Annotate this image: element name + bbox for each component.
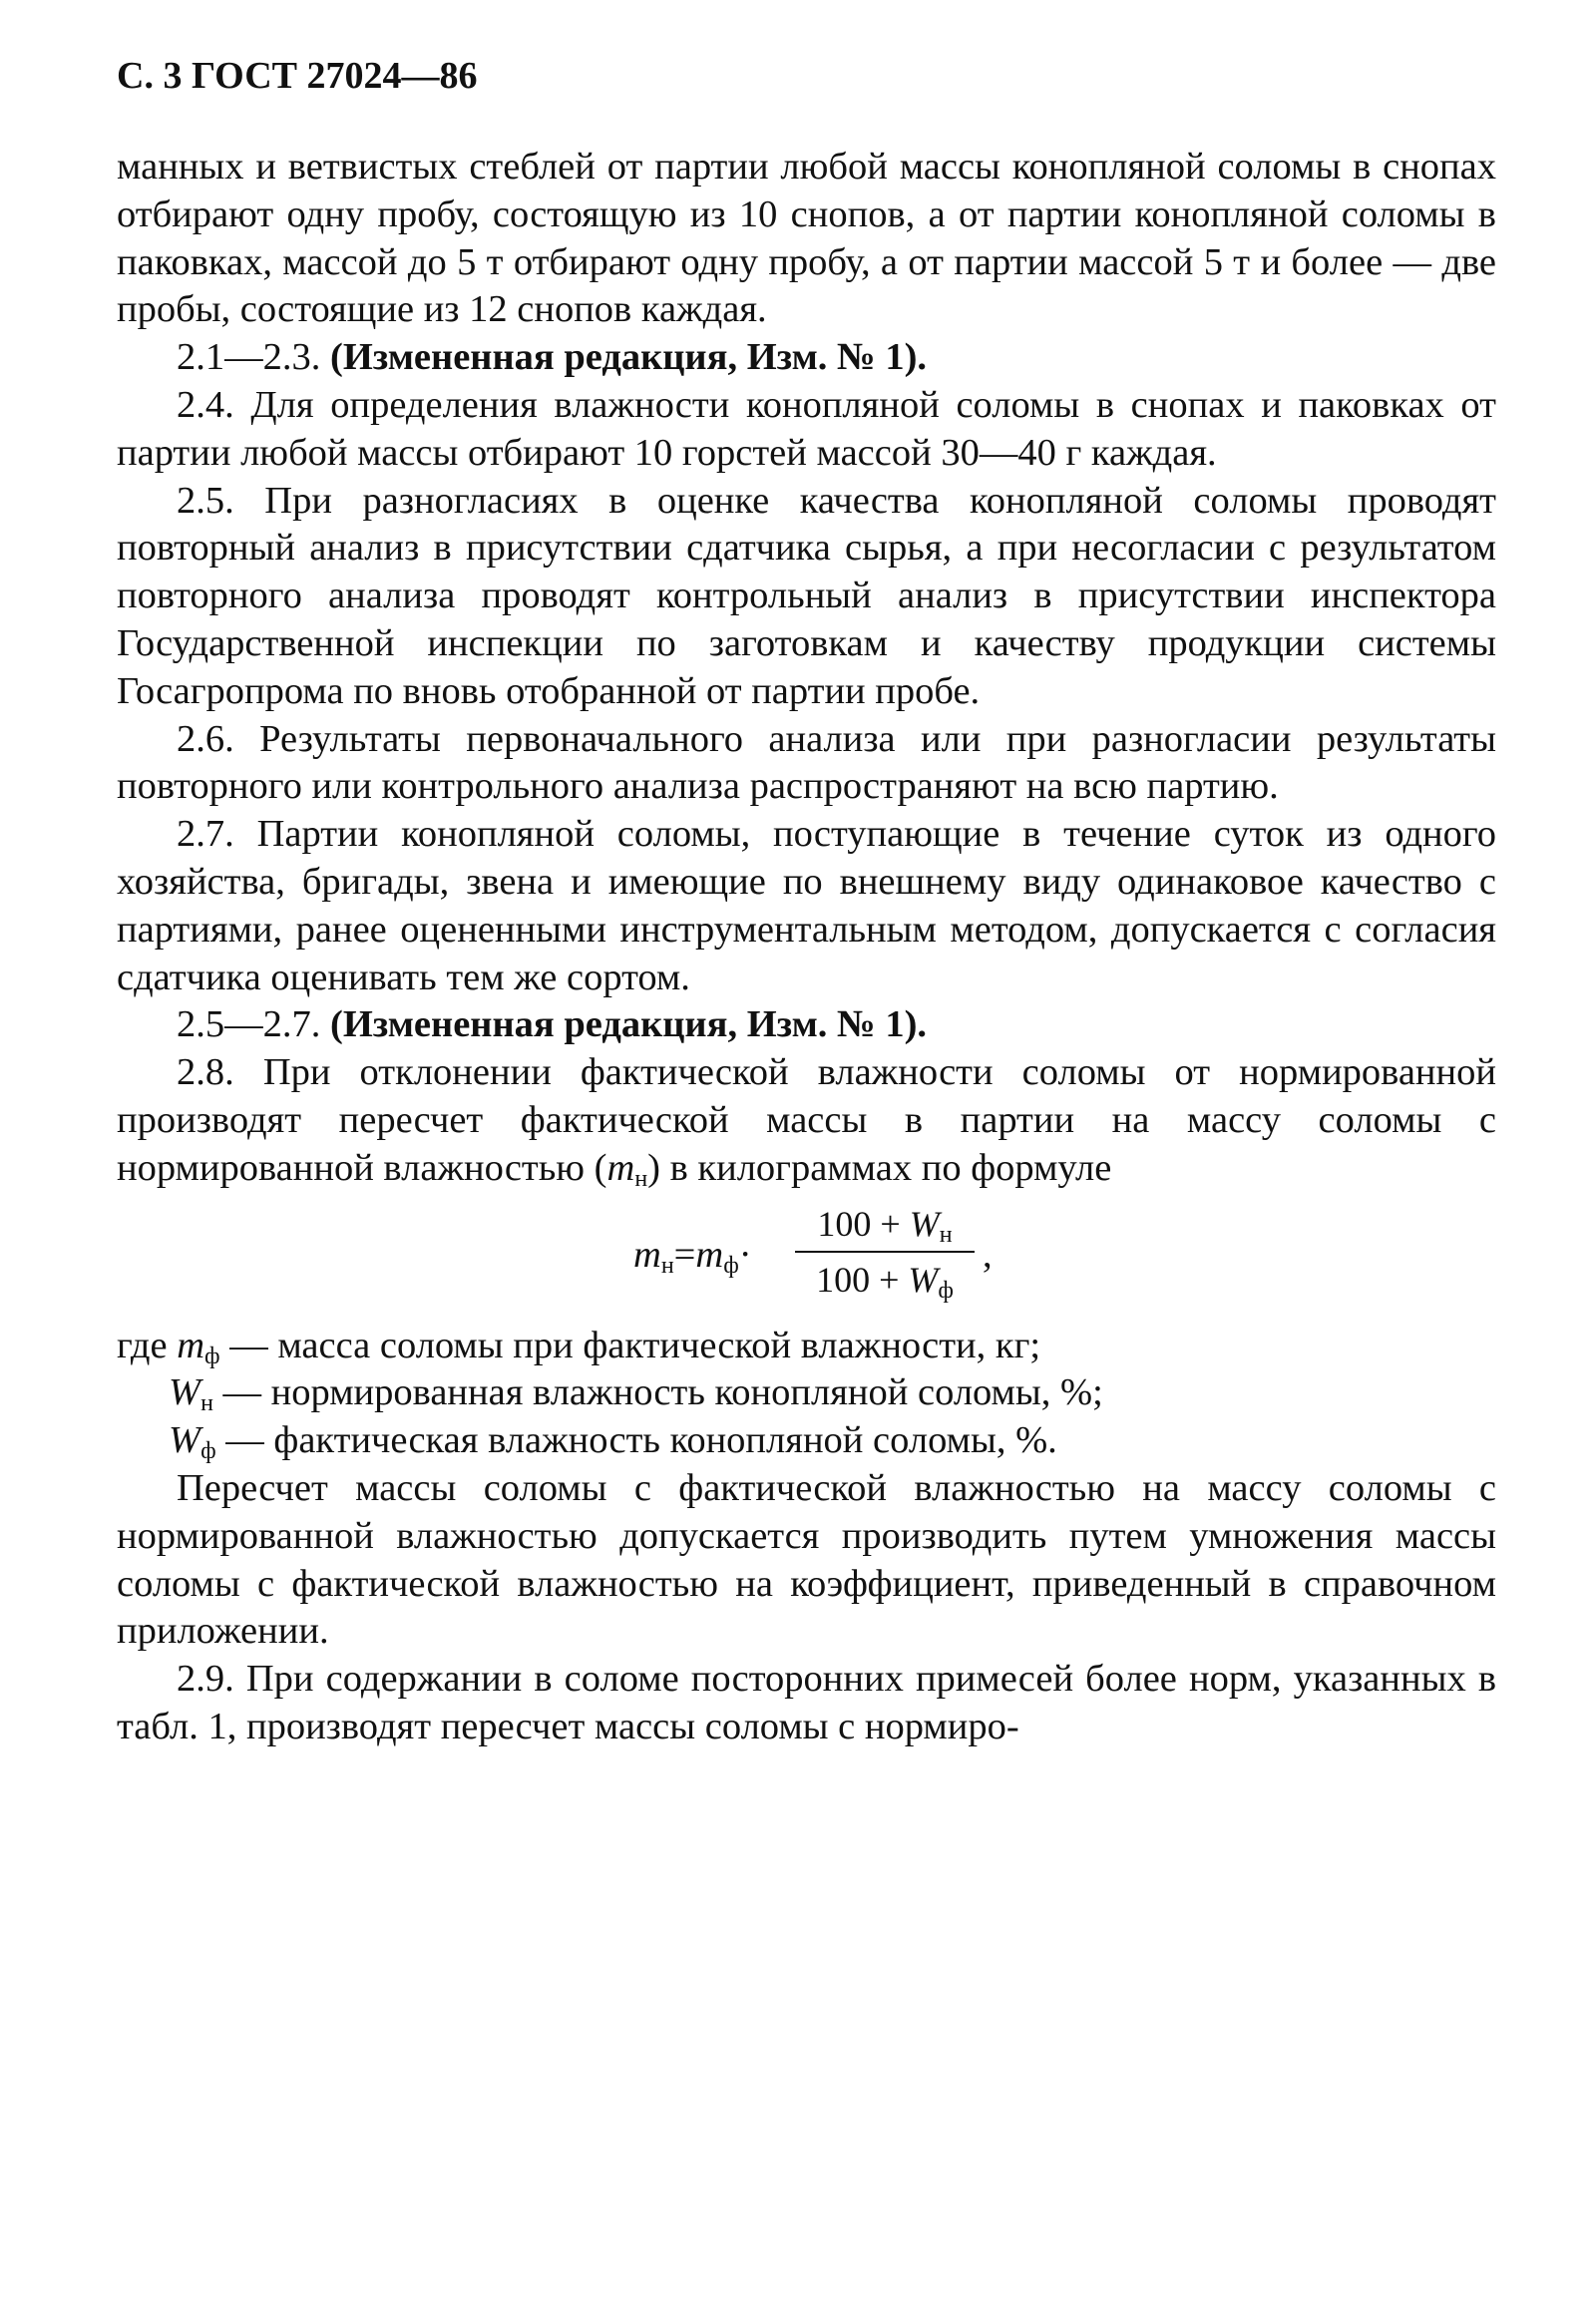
formula-lhs: $m_н=m_ф\cdot$ — [633, 1233, 752, 1279]
paragraph-2-5-2-7-amendment — [117, 1001, 1496, 1049]
paragraph-2-1-2-3-amendment — [117, 334, 1496, 382]
legend-m-f: где $m_ф$ — масса соломы при фактической влажности, кг; — [117, 1324, 1041, 1369]
document-page — [117, 52, 1496, 1751]
paragraph-2-5: 2.5. При разногласиях в оценке качества конопляной соломы проводят повторный анализ в присутствии сдатчика сырья, а при несогласии с результатом повторного анализа проводят контрольный анализ в присутствии инспектора Государственной инспекции по заготовкам и качеству продукции системы Госагропрома по вновь отобранной от партии пробе. — [117, 479, 1496, 712]
amendment-note: (Измененная редакция, Изм. № 1). — [330, 336, 928, 379]
fraction-bar — [795, 1251, 975, 1253]
symbol-m-n: $m_н$ — [606, 1146, 648, 1192]
paragraph-continuation: манных и ветвистых стеблей от партии любой массы конопляной соломы в снопах отбирают одну пробу, состоящую из 10 снопов, а от партии конопляной соломы в паковках, массой до 5 т отбирают одну пробу, а от партии массой 5 т и более — две пробы, состоящие из 12 снопов каждая. — [117, 146, 1496, 331]
formula-fraction — [795, 1199, 975, 1305]
paragraph-2-8: 2.8. При отклонении фактической влажности соломы от нормированной производят пересчет фактической массы в партии на массу соломы с нормированной влажностью $(m_н)$ в килограммах по формуле — [117, 1051, 1496, 1192]
legend-w-f: $W_ф$ — фактическая влажность конопляной соломы, %. — [169, 1419, 1057, 1465]
fraction-numerator: $100 + W_н$ — [817, 1203, 953, 1248]
amendment-note: (Измененная редакция, Изм. № 1). — [330, 1003, 928, 1046]
paragraph-recalc: Пересчет массы соломы с фактической влажностью на массу соломы с нормированной влажностью допускается производить путем умножения массы соломы с фактической влажностью на коэффициент, приведенный в справочном приложении. — [117, 1466, 1496, 1653]
clause-number: 2.5—2.7. — [177, 1003, 330, 1046]
legend-w-n: $W_н$ — нормированная влажность конопляной соломы, %; — [169, 1371, 1103, 1417]
paragraph-2-6: 2.6. Результаты первоначального анализа или при разногласии результаты повторного или контрольного анализа распространяют на всю партию. — [117, 717, 1496, 808]
fraction-denominator: $100 + W_ф$ — [816, 1259, 954, 1304]
page-header: С. 3 ГОСТ 27024—86 — [117, 55, 478, 97]
formula-comma: , — [983, 1233, 993, 1276]
clause-number: 2.1—2.3. — [177, 336, 330, 379]
mass-recalc-formula — [117, 1199, 1496, 1317]
paragraph-2-9: 2.9. При содержании в соломе посторонних примесей более норм, указанных в табл. 1, производят пересчет массы соломы с нормиро- — [117, 1658, 1496, 1747]
paragraph-2-7: 2.7. Партии конопляной соломы, поступающие в течение суток из одного хозяйства, бригады, звена и имеющие по внешнему виду одинаковое качество с партиями, ранее оцененными инструментальным методом, допускается с согласия сдатчика оценивать тем же сортом. — [117, 813, 1496, 998]
paragraph-2-4: 2.4. Для определения влажности конопляной соломы в снопах и паковках от партии любой массы отбирают 10 горстей массой 30—40 г каждая. — [117, 383, 1496, 474]
